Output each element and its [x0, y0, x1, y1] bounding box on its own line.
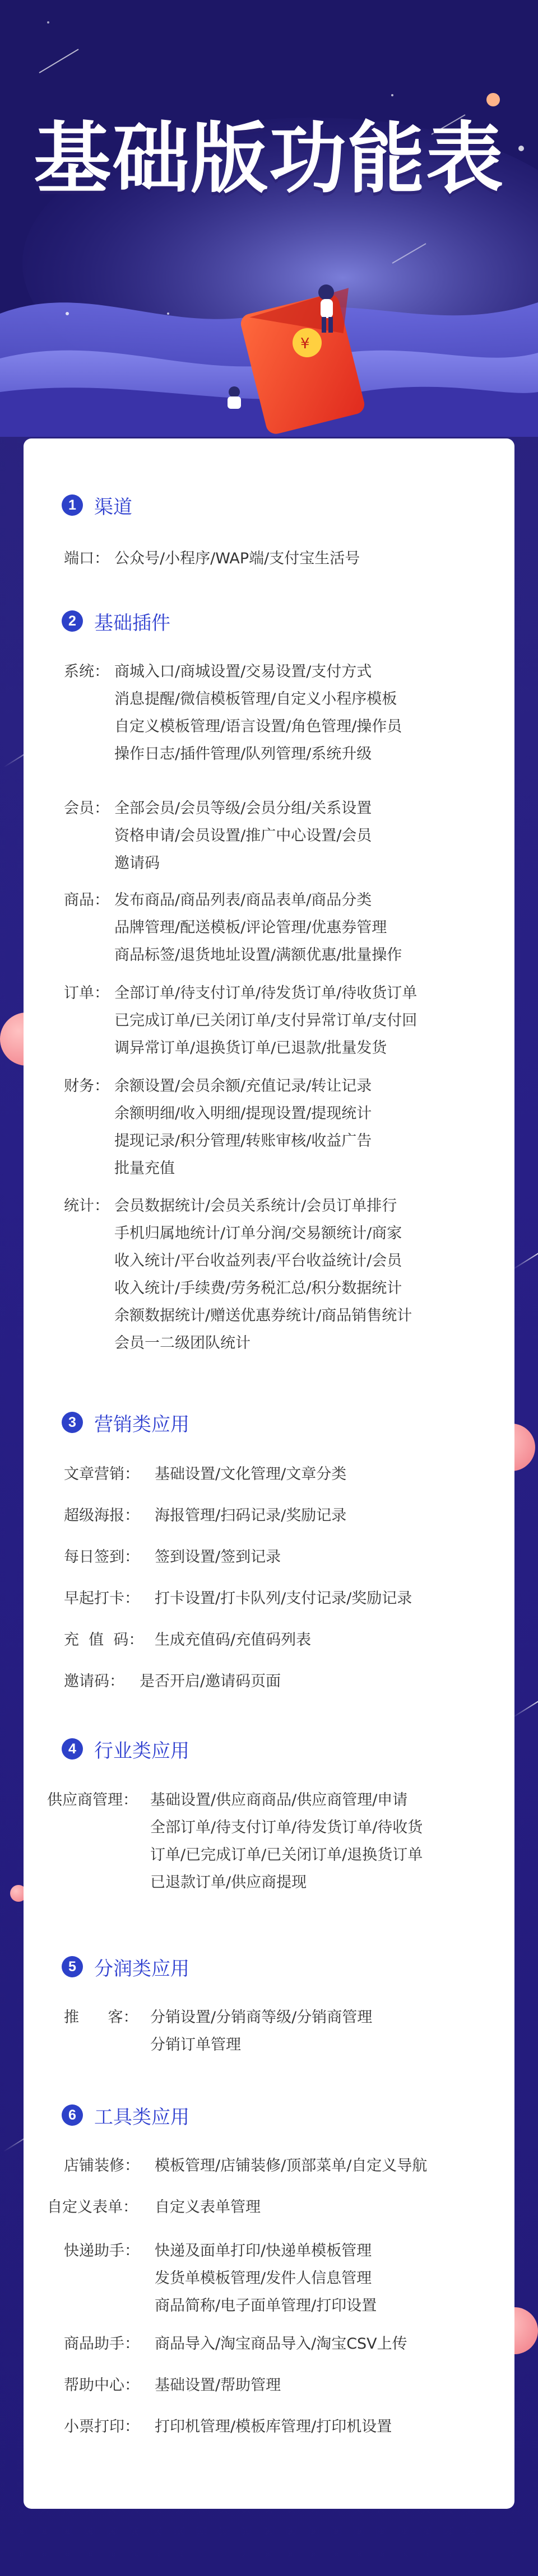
feature-label: 快递助手： — [64, 2242, 140, 2260]
section-number-badge: 4 — [62, 1738, 83, 1760]
feature-label: 系统： — [64, 663, 109, 680]
feature-value: 发布商品/商品列表/商品表单/商品分类 品牌管理/配送模板/评论管理/优惠券管理 商品标签/退货地址设置/满额优惠/批量操作 — [114, 892, 402, 964]
small-figure-icon — [228, 386, 241, 409]
section-header — [62, 1954, 189, 1979]
section-number-badge: 5 — [62, 1956, 83, 1977]
section-title: 营销类应用 — [94, 1413, 189, 1436]
feature-label: 自定义表单： — [47, 2199, 138, 2216]
section-header — [62, 1737, 189, 1761]
feature-value: 基础设置/帮助管理 — [155, 2377, 281, 2394]
feature-value: 全部会员/会员等级/会员分组/关系设置 资格申请/会员设置/推广中心设置/会员 邀请码 — [114, 800, 372, 872]
feature-label: 每日签到： — [64, 1548, 140, 1566]
feature-value: 商品导入/淘宝商品导入/淘宝CSV上传 — [155, 2335, 407, 2353]
feature-label: 小票打印： — [64, 2418, 140, 2435]
section-number-badge: 2 — [62, 610, 83, 632]
page-title: 基础版功能表 — [33, 114, 504, 204]
section-number-badge: 1 — [62, 494, 83, 516]
feature-value: 打卡设置/打卡队列/支付记录/奖励记录 — [155, 1590, 412, 1607]
feature-label: 充 值 码： — [64, 1631, 144, 1649]
feature-label: 帮助中心： — [64, 2377, 140, 2394]
feature-value: 分销设置/分销商等级/分销商管理 分销订单管理 — [150, 2009, 373, 2054]
feature-value: 全部订单/待支付订单/待发货订单/待收货订单 已完成订单/已关闭订单/支付异常订单/支付回 调异常订单/退换货订单/已退款/批量发货 — [114, 984, 418, 1057]
section-title: 工具类应用 — [94, 2106, 189, 2129]
hero-banner — [0, 0, 538, 437]
section-header — [62, 1410, 189, 1435]
feature-label: 邀请码： — [64, 1673, 124, 1690]
feature-value: 基础设置/供应商商品/供应商管理/申请 全部订单/待支付订单/待发货订单/待收货 订单/已完成订单/已关闭订单/退换货订单 已退款订单/供应商提现 — [150, 1791, 423, 1891]
hero-illustration — [0, 0, 538, 437]
feature-label: 财务： — [64, 1077, 109, 1095]
feature-value: 会员数据统计/会员关系统计/会员订单排行 手机归属地统计/订单分润/交易额统计/商家 收入统计/平台收益列表/平台收益统计/会员 收入统计/手续费/劳务税汇总/积分数据统计 余额数据统计/赠送优惠券统计/商品销售统计 会员一二级团队统计 — [114, 1197, 412, 1352]
feature-label: 端口： — [64, 550, 109, 567]
feature-label: 会员： — [64, 800, 109, 817]
feature-label: 超级海报： — [64, 1507, 140, 1524]
shooting-star-decoration — [512, 1699, 538, 1718]
feature-value: 基础设置/文化管理/文章分类 — [155, 1466, 347, 1483]
section-title: 基础插件 — [94, 612, 170, 634]
feature-value: 自定义表单管理 — [155, 2199, 261, 2216]
feature-label: 推 客： — [64, 2009, 138, 2026]
section-number-badge: 3 — [62, 1412, 83, 1433]
feature-value: 是否开启/邀请码页面 — [140, 1673, 281, 1690]
feature-label: 商品助手： — [64, 2335, 140, 2353]
feature-label: 商品： — [64, 892, 109, 909]
section-title: 分润类应用 — [94, 1957, 189, 1980]
feature-value: 生成充值码/充值码列表 — [155, 1631, 312, 1649]
section-title: 行业类应用 — [94, 1739, 189, 1762]
feature-label: 供应商管理： — [47, 1791, 138, 1809]
feature-value: 余额设置/会员余额/充值记录/转让记录 余额明细/收入明细/提现设置/提现统计 提现记录/积分管理/转账审核/收益广告 批量充值 — [114, 1077, 372, 1177]
svg-text:¥: ¥ — [300, 335, 310, 352]
feature-label: 文章营销： — [64, 1466, 140, 1483]
feature-value: 海报管理/扫码记录/奖励记录 — [155, 1507, 347, 1524]
feature-value: 签到设置/签到记录 — [155, 1548, 281, 1566]
shooting-star-decoration — [512, 1251, 538, 1270]
section-title: 渠道 — [94, 496, 132, 519]
feature-value: 商城入口/商城设置/交易设置/支付方式 消息提醒/微信模板管理/自定义小程序模板 自定义模板管理/语言设置/角色管理/操作员 操作日志/插件管理/队列管理/系统升级 — [114, 663, 402, 763]
feature-value: 打印机管理/模板库管理/打印机设置 — [155, 2418, 392, 2435]
feature-value: 快递及面单打印/快递单模板管理 发货单模板管理/发件人信息管理 商品简称/电子面单管理/打印设置 — [155, 2242, 377, 2314]
feature-label: 统计： — [64, 1197, 109, 1215]
moon-icon — [486, 93, 500, 106]
section-header — [62, 609, 170, 633]
feature-card — [24, 438, 514, 2509]
feature-label: 店铺装修： — [64, 2157, 140, 2174]
feature-value: 模板管理/店铺装修/顶部菜单/自定义导航 — [155, 2157, 428, 2174]
feature-value: 公众号/小程序/WAP端/支付宝生活号 — [114, 550, 360, 567]
section-number-badge: 6 — [62, 2104, 83, 2126]
section-header — [62, 493, 132, 517]
section-header — [62, 2103, 189, 2127]
feature-label: 订单： — [64, 984, 109, 1002]
feature-label: 早起打卡： — [64, 1590, 140, 1607]
